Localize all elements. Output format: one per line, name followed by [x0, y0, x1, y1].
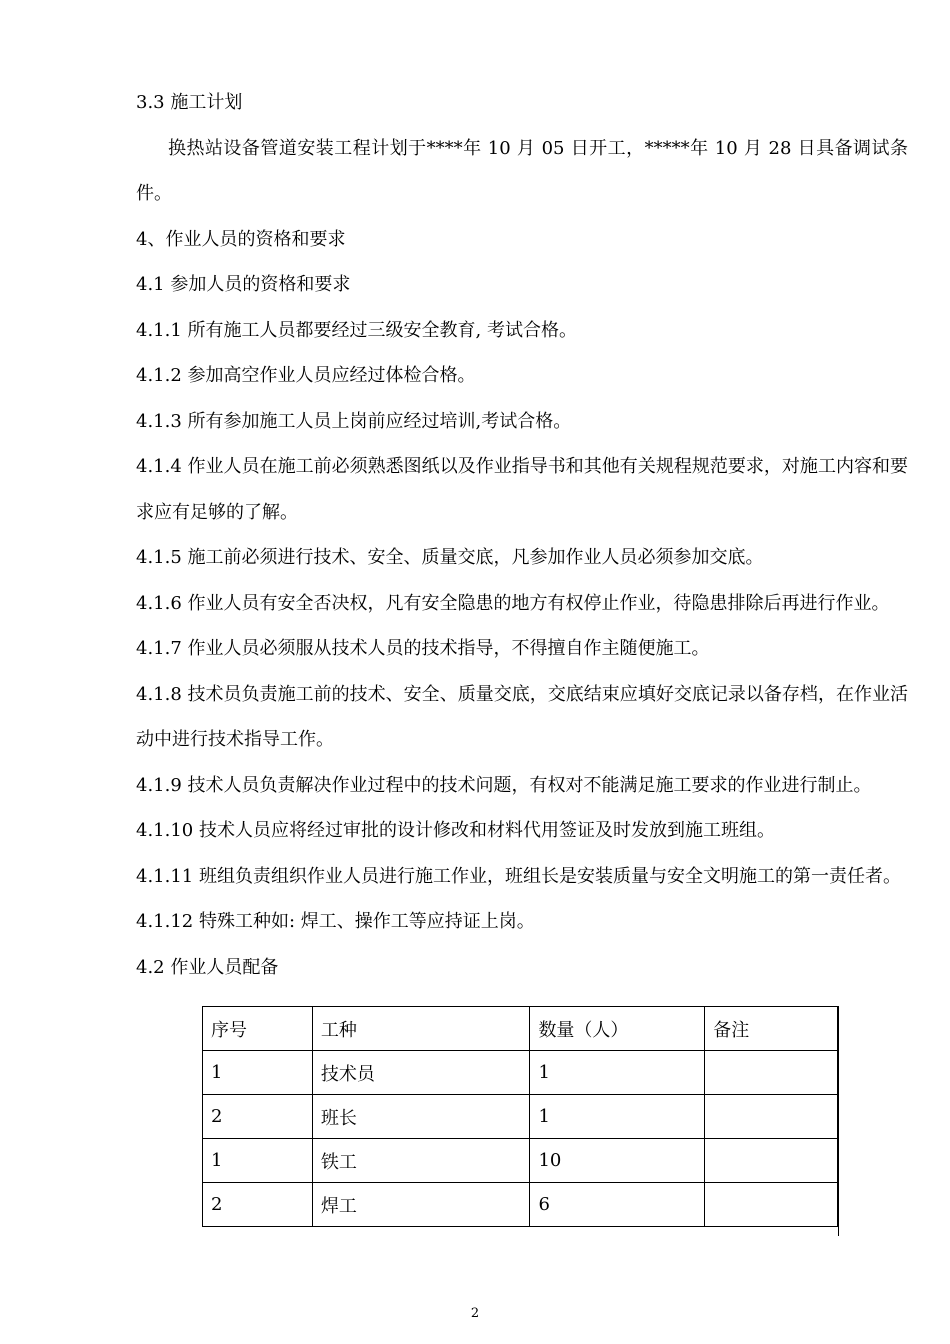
- table-row: [203, 1183, 838, 1227]
- table-cell: 班长: [312, 1095, 530, 1139]
- clause-4-1-3: 4.1.3 所有参加施工人员上岗前应经过培训,考试合格。: [136, 410, 572, 432]
- clause-4-1-1: 4.1.1 所有施工人员都要经过三级安全教育, 考试合格。: [136, 319, 577, 341]
- clause-4-1-7: 4.1.7 作业人员必须服从技术人员的技术指导，不得擅自作主随便施工。: [136, 638, 710, 659]
- schedule-paragraph: 换热站设备管道安装工程计划于****年 10 月 05 日开工，*****年 10 月 28 日具备调试条件。: [136, 137, 908, 204]
- clause-4-1-10: 4.1.10 技术人员应将经过审批的设计修改和材料代用签证及时发放到施工班组。: [136, 820, 775, 841]
- header-cell-trade: 工种: [312, 1007, 530, 1051]
- table-cell: 铁工: [312, 1139, 530, 1183]
- clause-4-1-4: 4.1.4 作业人员在施工前必须熟悉图纸以及作业指导书和其他有关规程规范要求，对施工内容和要求应有足够的了解。: [136, 456, 908, 523]
- table-cell: 技术员: [312, 1051, 530, 1095]
- table-outer-border: [838, 1006, 839, 1236]
- table-cell: [705, 1051, 838, 1095]
- table-cell: 2: [203, 1095, 313, 1139]
- table-row: [203, 1051, 838, 1095]
- table-header-row: [203, 1007, 838, 1051]
- table-cell: 1: [530, 1051, 705, 1095]
- section-heading-4: 4、作业人员的资格和要求: [136, 228, 346, 250]
- clause-4-1-11: 4.1.11 班组负责组织作业人员进行施工作业，班组长是安装质量与安全文明施工的第一责任者。: [136, 865, 901, 887]
- clause-4-1-5: 4.1.5 施工前必须进行技术、安全、质量交底，凡参加作业人员必须参加交底。: [136, 547, 764, 568]
- clause-4-1-12: 4.1.12 特殊工种如: 焊工、操作工等应持证上岗。: [136, 911, 535, 932]
- table-cell: 1: [203, 1139, 313, 1183]
- table-row: [203, 1095, 838, 1139]
- table-cell: [705, 1183, 838, 1227]
- table-cell: 1: [530, 1095, 705, 1139]
- table-cell: 2: [203, 1183, 313, 1227]
- table-cell: [705, 1139, 838, 1183]
- clause-4-1-9: 4.1.9 技术人员负责解决作业过程中的技术问题，有权对不能满足施工要求的作业进行制止。: [136, 774, 872, 796]
- clause-4-1-6: 4.1.6 作业人员有安全否决权，凡有安全隐患的地方有权停止作业，待隐患排除后再进行作业。: [136, 592, 890, 614]
- table-cell: 10: [530, 1139, 705, 1183]
- table-row: [203, 1139, 838, 1183]
- clause-4-1-2: 4.1.2 参加高空作业人员应经过体检合格。: [136, 365, 476, 386]
- staffing-table: [202, 1006, 838, 1227]
- section-heading-4-2: 4.2 作业人员配备: [136, 956, 279, 978]
- document-body: [136, 80, 908, 990]
- header-cell-number: 序号: [203, 1007, 313, 1051]
- table-cell: [705, 1095, 838, 1139]
- page-number: 2: [470, 1306, 480, 1321]
- staffing-table-container: [202, 1006, 840, 1227]
- section-heading-3-3: 3.3 施工计划: [136, 92, 243, 113]
- section-heading-4-1: 4.1 参加人员的资格和要求: [136, 274, 351, 295]
- header-cell-quantity: 数量（人）: [530, 1007, 705, 1051]
- table-cell: 6: [530, 1183, 705, 1227]
- table-cell: 焊工: [312, 1183, 530, 1227]
- table-cell: 1: [203, 1051, 313, 1095]
- header-cell-remarks: 备注: [705, 1007, 838, 1051]
- clause-4-1-8: 4.1.8 技术员负责施工前的技术、安全、质量交底，交底结束应填好交底记录以备存档，在作业活动中进行技术指导工作。: [136, 683, 908, 750]
